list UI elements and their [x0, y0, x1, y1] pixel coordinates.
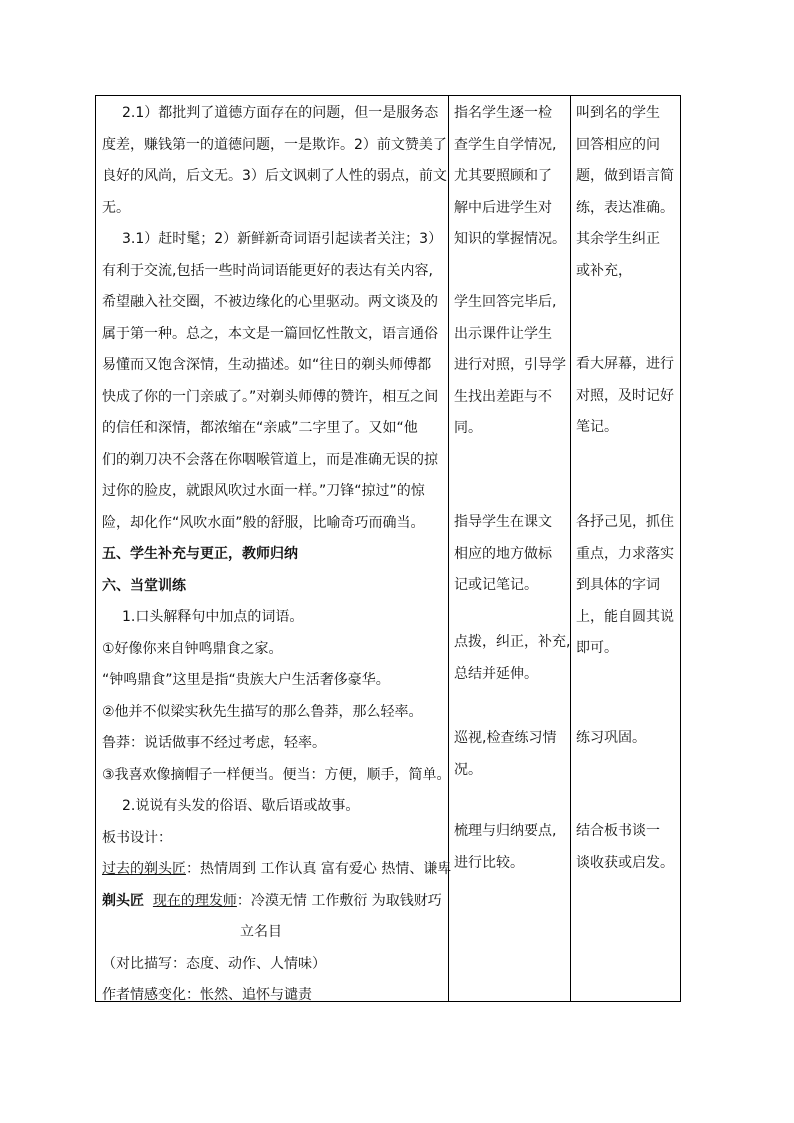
text-line: 进行比较。 — [454, 854, 524, 871]
board-line: 作者情感变化：怅然、追怀与谴责 — [102, 987, 312, 1003]
board-label: 现在的理发师 — [152, 892, 237, 909]
text-line: 2.说说有头发的俗语、歇后语或故事。 — [122, 798, 360, 814]
text-line: 题，做到语言简 — [576, 168, 674, 184]
text-line: 有利于交流,包括一些时尚词语能更好的表达有关内容, — [102, 262, 433, 279]
text-line: 笔记。 — [576, 419, 618, 435]
text-line: 属于第一种。总之，本文是一篇回忆性散文，语言通俗 — [102, 325, 438, 342]
board-text: ：热情周到 工作认真 富有爱心 热情、谦卑 — [186, 861, 452, 877]
text-line: 回答相应的问 — [576, 136, 660, 153]
text-line: 进行对照，引导学 — [454, 357, 566, 373]
text-line: 其余学生纠正 — [576, 231, 660, 247]
text-line: 指导学生在课文 — [454, 514, 552, 530]
text-line: 到具体的字词 — [576, 577, 660, 593]
text-line: 结合板书谈一 — [576, 823, 660, 839]
text-line: 3.1）赶时髦；2）新鲜新奇词语引起读者关注；3） — [122, 231, 443, 247]
text-line: 或补充， — [576, 262, 632, 279]
text-line: 谈收获或启发。 — [576, 854, 674, 871]
text-line: 相应的地方做标 — [454, 545, 552, 562]
text-line: 2.1）都批判了道德方面存在的问题，但一是服务态 — [122, 105, 439, 121]
text-line: 们的剃刀决不会落在你咽喉管道上，而是准确无误的掠 — [102, 451, 438, 468]
text-line: 上，能自圆其说 — [576, 608, 674, 625]
text-line: 无。 — [102, 199, 130, 216]
text-line: 出示课件让学生 — [454, 325, 552, 342]
teacher-block — [454, 98, 566, 256]
text-line: 良好的风尚，后文无。3）后文讽刺了人性的弱点，前文 — [102, 168, 447, 184]
text-line: 重点，力求落实 — [576, 545, 674, 562]
board-line — [102, 854, 452, 886]
text-line: 况。 — [454, 761, 482, 778]
text-line: 即可。 — [576, 640, 618, 656]
text-line: 练习巩固。 — [576, 730, 646, 746]
text-line: 查学生自学情况, — [454, 136, 557, 153]
text-line: 鲁莽：说话做事不经过考虑，轻率。 — [102, 735, 326, 751]
text-line: 点拨，纠正，补充, — [454, 634, 571, 650]
text-line: 巡视,检查练习情 — [454, 730, 557, 746]
text-line: 看大屏幕，进行 — [576, 356, 674, 372]
text-line: 度差，赚钱第一的道德问题，一是欺诈。2）前文赞美了 — [102, 136, 447, 153]
board-line — [102, 886, 447, 918]
text-line: 指名学生逐一检 — [454, 105, 552, 121]
text-line: 叫到名的学生 — [576, 105, 660, 121]
text-line: ②他并不似梁实秋先生描写的那么鲁莽，那么轻率。 — [102, 703, 423, 720]
section-heading: 六、当堂训练 — [102, 577, 186, 594]
text-line: 同。 — [454, 420, 482, 436]
column-divider — [570, 96, 571, 1001]
text-line: 总结并延伸。 — [454, 665, 538, 682]
board-label: 过去的剃头匠 — [102, 861, 186, 877]
text-line: 快成了你的一门亲戚了。”对剃头师傅的赞许，相互之间 — [102, 388, 439, 405]
board-text: ：冷漠无情 工作敷衍 为取钱财巧 — [236, 892, 442, 909]
teacher-block — [454, 287, 566, 445]
text-line: 1.口头解释句中加点的词语。 — [122, 609, 304, 625]
text-line: ③我喜欢像摘帽子一样便当。便当：方便，顺手，简单。 — [102, 766, 451, 783]
student-block — [576, 816, 676, 879]
text-line: 梳理与归纳要点, — [454, 823, 557, 839]
text-line: 生找出差距与不 — [454, 388, 552, 405]
text-line: 记或记笔记。 — [454, 577, 538, 593]
text-line: 的信任和深情，都浓缩在“亲戚”二字里了。又如“他 — [102, 420, 418, 436]
text-line: 易懂而又饱含深情，生动描述。如“往日的剃头师傅都 — [102, 357, 432, 373]
teacher-block — [454, 723, 562, 786]
text-line: 解中后进学生对 — [454, 199, 552, 216]
board-line: （对比描写：态度、动作、人情味） — [102, 955, 326, 972]
text-line: ①好像你来自钟鸣鼎食之家。 — [102, 640, 283, 657]
text-line: 希望融入社交圈，不被边缘化的心里驱动。两文谈及的 — [102, 294, 438, 310]
text-line: 练，表达准确。 — [576, 199, 674, 216]
text-line: “钟鸣鼎食”这里是指“贵族大户生活奢侈豪华。 — [102, 672, 390, 688]
text-line: 对照，及时记好 — [576, 387, 674, 404]
board-title: 板书设计： — [102, 829, 172, 846]
board-center: 剃头匠 — [102, 892, 144, 909]
teacher-block — [454, 507, 562, 602]
text-line: 学生回答完毕后, — [454, 294, 557, 310]
text-line: 各抒己见，抓住 — [576, 514, 674, 530]
student-block — [576, 98, 676, 287]
lesson-table — [95, 95, 681, 1002]
text-line: 尤其要照顾和了 — [454, 168, 552, 184]
student-block — [576, 349, 676, 444]
teacher-block — [454, 816, 562, 879]
student-block — [576, 723, 676, 755]
student-block — [576, 507, 676, 665]
text-line: 险，却化作“风吹水面”般的舒服，比喻奇巧而确当。 — [102, 514, 425, 531]
text-line: 知识的掌握情况。 — [454, 231, 566, 247]
teacher-block — [454, 627, 571, 690]
text-line: 过你的脸皮，就跟风吹过水面一样。”刀锋“掠过”的惊 — [102, 483, 425, 499]
board-line: 立名目 — [240, 924, 282, 940]
main-column — [102, 98, 452, 1012]
section-heading: 五、学生补充与更正，教师归纳 — [102, 546, 298, 562]
